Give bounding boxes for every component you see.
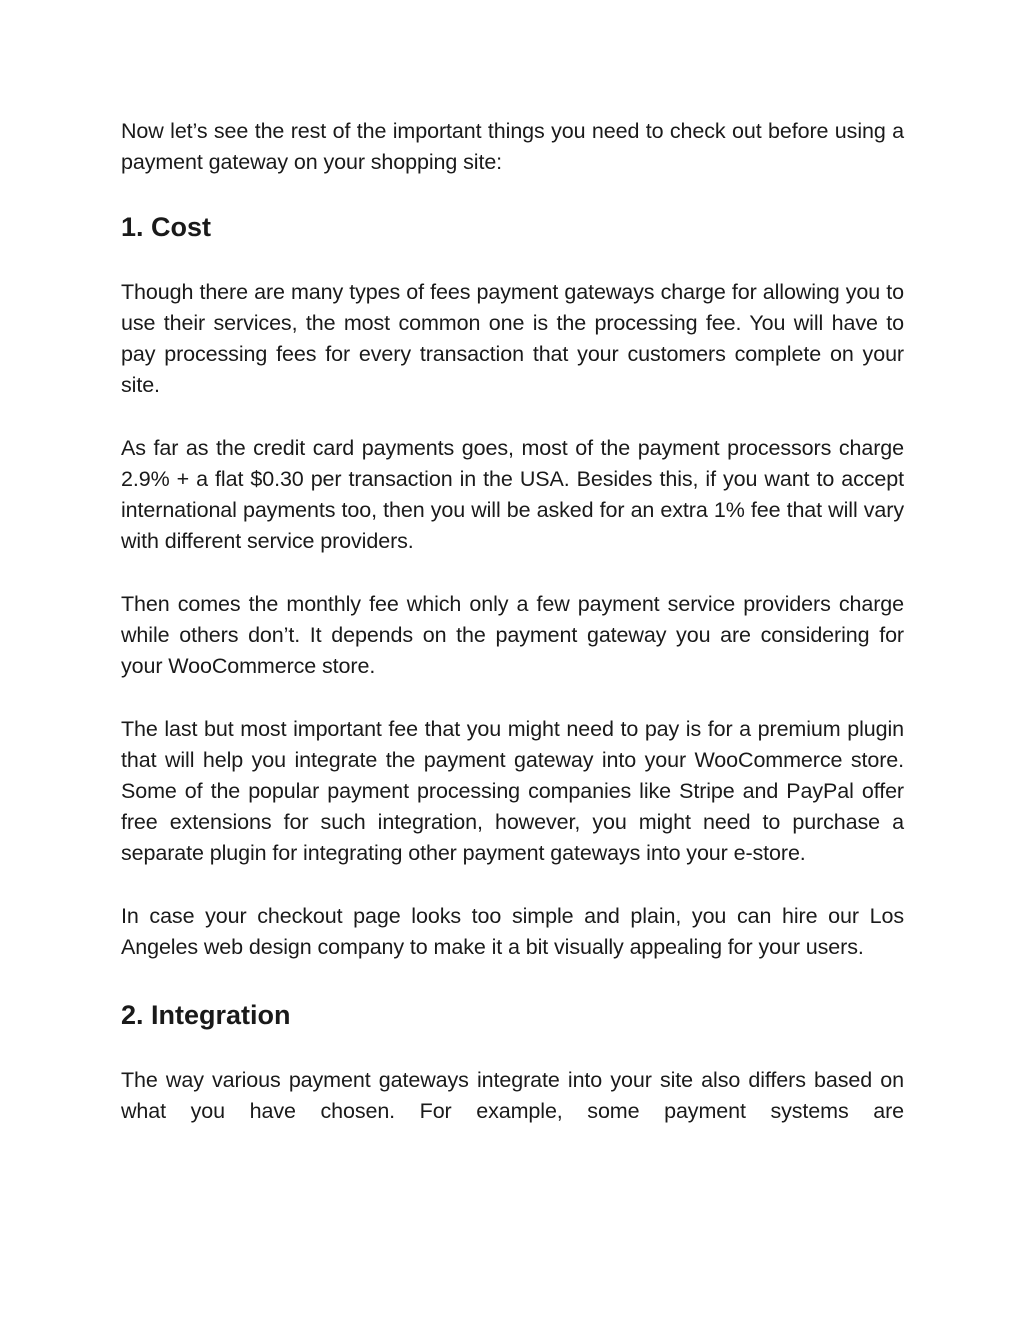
cost-paragraph-monthly-fee: Then comes the monthly fee which only a few payment service providers charge while others don’t. It depends on the payment gateway you are considering for your WooCommerce store. <box>121 592 904 678</box>
section-heading-cost: 1. Cost <box>121 212 212 242</box>
intro-paragraph: Now let’s see the rest of the important things you need to check out before using a payment gateway on your shopping site: <box>121 119 904 174</box>
cost-paragraph-checkout-design: In case your checkout page looks too simple and plain, you can hire our Los Angeles web design company to make it a bit visually appealing for your users. <box>121 904 904 959</box>
cost-paragraph-credit-card: As far as the credit card payments goes, most of the payment processors charge 2.9% + a flat $0.30 per transaction in the USA. Besides this, if you want to accept international payments too, then you will be asked for an extra 1% fee that will vary with different service providers. <box>121 436 904 553</box>
cost-paragraph-premium-plugin: The last but most important fee that you might need to pay is for a premium plugin that will help you integrate the payment gateway into your WooCommerce store. Some of the popular payment processing companies like Stripe and PayPal offer free extensions for such integration, however, you might need to purchase a separate plugin for integrating other payment gateways into your e-store. <box>121 717 904 865</box>
integration-paragraph: The way various payment gateways integrate into your site also differs based on what you have chosen. For example, some payment systems are <box>121 1068 904 1123</box>
cost-paragraph-processing-fee: Though there are many types of fees payment gateways charge for allowing you to use their services, the most common one is the processing fee. You will have to pay processing fees for every transaction that your customers complete on your site. <box>121 280 904 397</box>
document-page <box>121 116 904 1127</box>
section-heading-integration: 2. Integration <box>121 1000 291 1030</box>
